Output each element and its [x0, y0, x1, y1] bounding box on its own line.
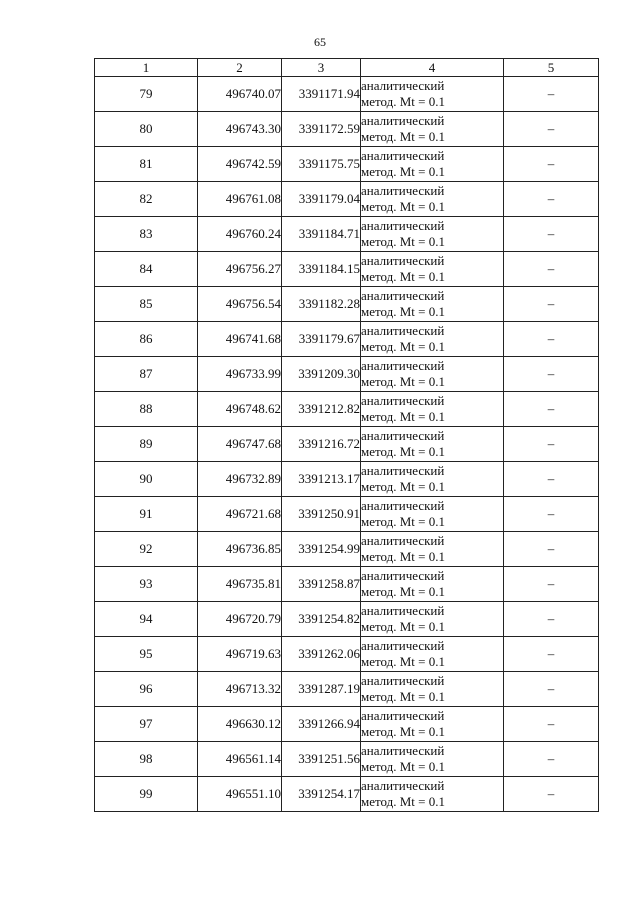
- y-coordinate-cell: 3391172.59: [282, 112, 361, 147]
- y-coordinate-cell: 3391216.72: [282, 427, 361, 462]
- method-name: аналитический: [361, 183, 445, 198]
- x-coordinate-cell: 496748.62: [198, 392, 282, 427]
- column-5-cell: –: [504, 217, 599, 252]
- x-coordinate-cell: 496747.68: [198, 427, 282, 462]
- page-number: 65: [314, 35, 326, 49]
- table-row: [95, 707, 599, 742]
- point-number-cell: 80: [95, 112, 198, 147]
- point-number-cell: 87: [95, 357, 198, 392]
- x-coordinate-cell: 496713.32: [198, 672, 282, 707]
- column-5-cell: –: [504, 672, 599, 707]
- point-number-cell: 86: [95, 322, 198, 357]
- table-row: [95, 77, 599, 112]
- point-number-cell: 85: [95, 287, 198, 322]
- point-number-cell: 92: [95, 532, 198, 567]
- table-row: [95, 252, 599, 287]
- y-coordinate-cell: 3391175.75: [282, 147, 361, 182]
- header-col-4: 4: [361, 59, 504, 77]
- method-accuracy: метод. Mt = 0.1: [361, 409, 445, 424]
- method-cell: [361, 427, 504, 462]
- x-coordinate-cell: 496733.99: [198, 357, 282, 392]
- y-coordinate-cell: 3391254.82: [282, 602, 361, 637]
- table-row: [95, 217, 599, 252]
- method-accuracy: метод. Mt = 0.1: [361, 339, 445, 354]
- method-name: аналитический: [361, 708, 445, 723]
- column-5-cell: –: [504, 707, 599, 742]
- y-coordinate-cell: 3391171.94: [282, 77, 361, 112]
- x-coordinate-cell: 496740.07: [198, 77, 282, 112]
- column-5-cell: –: [504, 567, 599, 602]
- y-coordinate-cell: 3391212.82: [282, 392, 361, 427]
- column-5-cell: –: [504, 497, 599, 532]
- x-coordinate-cell: 496735.81: [198, 567, 282, 602]
- column-5-cell: –: [504, 742, 599, 777]
- x-coordinate-cell: 496760.24: [198, 217, 282, 252]
- table-row: [95, 287, 599, 322]
- method-accuracy: метод. Mt = 0.1: [361, 94, 445, 109]
- method-cell: [361, 182, 504, 217]
- method-accuracy: метод. Mt = 0.1: [361, 549, 445, 564]
- point-number-cell: 93: [95, 567, 198, 602]
- method-cell: [361, 497, 504, 532]
- column-5-cell: –: [504, 77, 599, 112]
- header-col-3: 3: [282, 59, 361, 77]
- point-number-cell: 84: [95, 252, 198, 287]
- table-row: [95, 147, 599, 182]
- table-row: [95, 182, 599, 217]
- point-number-cell: 79: [95, 77, 198, 112]
- method-cell: [361, 217, 504, 252]
- table-row: [95, 777, 599, 812]
- method-accuracy: метод. Mt = 0.1: [361, 794, 445, 809]
- point-number-cell: 95: [95, 637, 198, 672]
- column-5-cell: –: [504, 287, 599, 322]
- table-row: [95, 322, 599, 357]
- method-name: аналитический: [361, 778, 445, 793]
- method-accuracy: метод. Mt = 0.1: [361, 164, 445, 179]
- method-accuracy: метод. Mt = 0.1: [361, 724, 445, 739]
- table-row: [95, 532, 599, 567]
- x-coordinate-cell: 496761.08: [198, 182, 282, 217]
- method-name: аналитический: [361, 638, 445, 653]
- method-name: аналитический: [361, 323, 445, 338]
- x-coordinate-cell: 496756.27: [198, 252, 282, 287]
- method-accuracy: метод. Mt = 0.1: [361, 234, 445, 249]
- x-coordinate-cell: 496551.10: [198, 777, 282, 812]
- y-coordinate-cell: 3391250.91: [282, 497, 361, 532]
- x-coordinate-cell: 496561.14: [198, 742, 282, 777]
- table-body: [95, 77, 599, 812]
- y-coordinate-cell: 3391184.15: [282, 252, 361, 287]
- method-cell: [361, 637, 504, 672]
- method-name: аналитический: [361, 78, 445, 93]
- method-cell: [361, 462, 504, 497]
- method-name: аналитический: [361, 393, 445, 408]
- column-5-cell: –: [504, 602, 599, 637]
- header-col-2: 2: [198, 59, 282, 77]
- point-number-cell: 83: [95, 217, 198, 252]
- method-cell: [361, 567, 504, 602]
- coordinates-table: [94, 58, 599, 812]
- table-row: [95, 637, 599, 672]
- table-row: [95, 567, 599, 602]
- column-5-cell: –: [504, 462, 599, 497]
- method-cell: [361, 112, 504, 147]
- method-cell: [361, 672, 504, 707]
- method-accuracy: метод. Mt = 0.1: [361, 444, 445, 459]
- x-coordinate-cell: 496743.30: [198, 112, 282, 147]
- x-coordinate-cell: 496721.68: [198, 497, 282, 532]
- method-accuracy: метод. Mt = 0.1: [361, 479, 445, 494]
- point-number-cell: 97: [95, 707, 198, 742]
- method-name: аналитический: [361, 568, 445, 583]
- column-5-cell: –: [504, 532, 599, 567]
- method-cell: [361, 742, 504, 777]
- column-5-cell: –: [504, 357, 599, 392]
- table-row: [95, 427, 599, 462]
- method-name: аналитический: [361, 603, 445, 618]
- method-cell: [361, 777, 504, 812]
- y-coordinate-cell: 3391254.99: [282, 532, 361, 567]
- method-accuracy: метод. Mt = 0.1: [361, 269, 445, 284]
- y-coordinate-cell: 3391287.19: [282, 672, 361, 707]
- method-accuracy: метод. Mt = 0.1: [361, 304, 445, 319]
- column-5-cell: –: [504, 147, 599, 182]
- method-name: аналитический: [361, 498, 445, 513]
- column-5-cell: –: [504, 427, 599, 462]
- column-5-cell: –: [504, 637, 599, 672]
- point-number-cell: 99: [95, 777, 198, 812]
- point-number-cell: 89: [95, 427, 198, 462]
- method-name: аналитический: [361, 673, 445, 688]
- method-name: аналитический: [361, 113, 445, 128]
- method-name: аналитический: [361, 743, 445, 758]
- table-row: [95, 602, 599, 637]
- x-coordinate-cell: 496732.89: [198, 462, 282, 497]
- x-coordinate-cell: 496741.68: [198, 322, 282, 357]
- method-accuracy: метод. Mt = 0.1: [361, 619, 445, 634]
- method-name: аналитический: [361, 218, 445, 233]
- y-coordinate-cell: 3391262.06: [282, 637, 361, 672]
- method-cell: [361, 532, 504, 567]
- method-name: аналитический: [361, 533, 445, 548]
- x-coordinate-cell: 496630.12: [198, 707, 282, 742]
- method-name: аналитический: [361, 463, 445, 478]
- column-5-cell: –: [504, 322, 599, 357]
- column-5-cell: –: [504, 182, 599, 217]
- method-accuracy: метод. Mt = 0.1: [361, 129, 445, 144]
- method-name: аналитический: [361, 288, 445, 303]
- y-coordinate-cell: 3391179.04: [282, 182, 361, 217]
- y-coordinate-cell: 3391251.56: [282, 742, 361, 777]
- y-coordinate-cell: 3391209.30: [282, 357, 361, 392]
- y-coordinate-cell: 3391179.67: [282, 322, 361, 357]
- table-row: [95, 357, 599, 392]
- y-coordinate-cell: 3391266.94: [282, 707, 361, 742]
- point-number-cell: 91: [95, 497, 198, 532]
- y-coordinate-cell: 3391184.71: [282, 217, 361, 252]
- point-number-cell: 94: [95, 602, 198, 637]
- method-cell: [361, 252, 504, 287]
- point-number-cell: 88: [95, 392, 198, 427]
- y-coordinate-cell: 3391182.28: [282, 287, 361, 322]
- x-coordinate-cell: 496736.85: [198, 532, 282, 567]
- point-number-cell: 82: [95, 182, 198, 217]
- table-row: [95, 497, 599, 532]
- column-5-cell: –: [504, 777, 599, 812]
- method-name: аналитический: [361, 358, 445, 373]
- method-accuracy: метод. Mt = 0.1: [361, 759, 445, 774]
- method-accuracy: метод. Mt = 0.1: [361, 374, 445, 389]
- method-accuracy: метод. Mt = 0.1: [361, 584, 445, 599]
- method-cell: [361, 77, 504, 112]
- method-cell: [361, 287, 504, 322]
- column-5-cell: –: [504, 252, 599, 287]
- method-cell: [361, 707, 504, 742]
- column-5-cell: –: [504, 392, 599, 427]
- table-row: [95, 742, 599, 777]
- point-number-cell: 98: [95, 742, 198, 777]
- x-coordinate-cell: 496720.79: [198, 602, 282, 637]
- point-number-cell: 90: [95, 462, 198, 497]
- method-name: аналитический: [361, 428, 445, 443]
- method-name: аналитический: [361, 253, 445, 268]
- table-row: [95, 672, 599, 707]
- method-cell: [361, 392, 504, 427]
- table-header-row: [95, 59, 599, 77]
- y-coordinate-cell: 3391254.17: [282, 777, 361, 812]
- method-accuracy: метод. Mt = 0.1: [361, 654, 445, 669]
- method-cell: [361, 602, 504, 637]
- y-coordinate-cell: 3391258.87: [282, 567, 361, 602]
- table-row: [95, 462, 599, 497]
- x-coordinate-cell: 496756.54: [198, 287, 282, 322]
- method-cell: [361, 322, 504, 357]
- table-row: [95, 112, 599, 147]
- x-coordinate-cell: 496719.63: [198, 637, 282, 672]
- point-number-cell: 96: [95, 672, 198, 707]
- y-coordinate-cell: 3391213.17: [282, 462, 361, 497]
- x-coordinate-cell: 496742.59: [198, 147, 282, 182]
- method-name: аналитический: [361, 148, 445, 163]
- method-cell: [361, 147, 504, 182]
- header-col-1: 1: [95, 59, 198, 77]
- method-accuracy: метод. Mt = 0.1: [361, 689, 445, 704]
- point-number-cell: 81: [95, 147, 198, 182]
- column-5-cell: –: [504, 112, 599, 147]
- method-accuracy: метод. Mt = 0.1: [361, 199, 445, 214]
- header-col-5: 5: [504, 59, 599, 77]
- method-cell: [361, 357, 504, 392]
- method-accuracy: метод. Mt = 0.1: [361, 514, 445, 529]
- table-row: [95, 392, 599, 427]
